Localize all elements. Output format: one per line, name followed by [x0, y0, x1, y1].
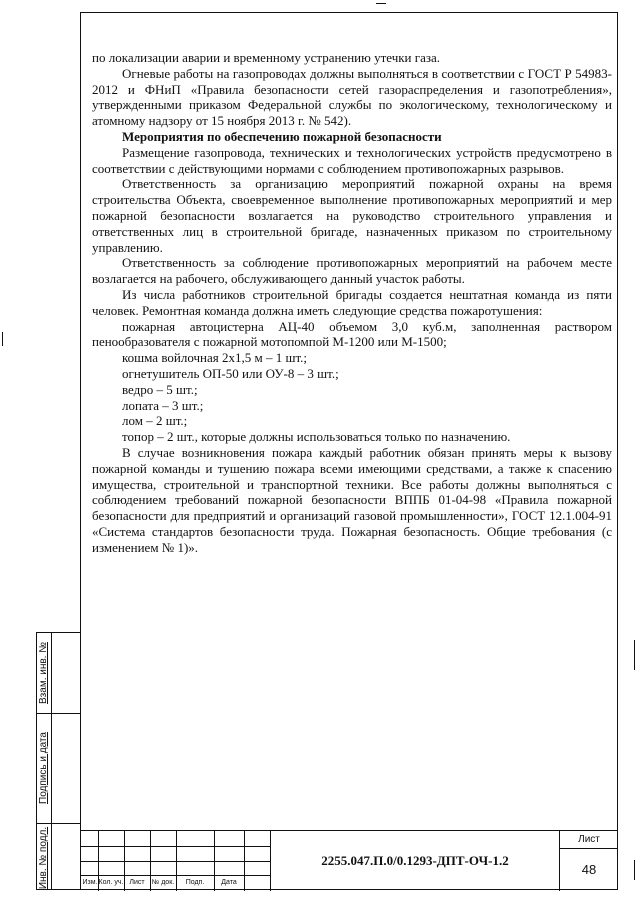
- stamp-label-list: Лист: [129, 879, 145, 886]
- paragraph: Ответственность за организацию мероприятий пожарной охраны на время строительства Объекта, своевременное выполнение противопожарных мероприятий и мер пожарной безопасности возлагается на руководство строительного управления и ответственных лиц в строительной бригаде, назначенных приказом по строительному управлению.: [92, 176, 612, 255]
- paragraph: Ответственность за соблюдение противопожарных мероприятий на рабочем месте возлагается на рабочего, обслуживающего данный участок работы.: [92, 255, 612, 287]
- paragraph: Из числа работников строительной бригады создается нештатная команда из пяти человек. Ремонтная команда должна иметь следующие средства пожаротушения:: [92, 286, 612, 318]
- document-body: [92, 50, 612, 556]
- revision-table-row-line: [80, 875, 270, 876]
- revision-table-row-line: [80, 861, 270, 862]
- revision-table-col-line: [244, 831, 245, 891]
- paragraph: В случае возникновения пожара каждый работник обязан принять меры к вызову пожарной команды и тушению пожара всеми имеющими средствами, а также к спасению имущества, строительной и транспортной техники. Все работы должны выполняться с соблюдением требований пожарной безопасности ВППБ 01-04-98 «Правила пожарной безопасности для предприятий и организаций газовой промышленности», ГОСТ 12.1.004-91 «Система стандартов безопасности труда. Пожарная безопасность. Общие требования (с изменением № 1)».: [92, 444, 612, 555]
- paragraph: Огневые работы на газопроводах должны выполняться в соответствии с ГОСТ Р 54983-2012 и ФНиП «Правила безопасности сетей газораспределения и газопотребления», утвержденными приказом Федеральной службы по экологическому, технологическому и атомному надзору от 15 ноября 2013 г. № 542).: [92, 65, 612, 129]
- document-code: 2255.047.П.0/0.1293-ДПТ-ОЧ-1.2: [270, 831, 560, 891]
- scan-mark: [376, 3, 386, 4]
- sheet-label: Лист: [560, 831, 618, 849]
- vzam-inv-label: Взам. инв. №: [38, 642, 49, 704]
- stamp-label-podp: Подп.: [185, 879, 205, 886]
- sheet-number: 48: [581, 862, 597, 877]
- title-block: [80, 830, 618, 890]
- stamp-label-izm: Изм.: [82, 879, 98, 886]
- scan-mark: [634, 640, 635, 670]
- scan-mark: [2, 332, 3, 346]
- stamp-label-kol-uch: Кол. уч.: [98, 879, 124, 886]
- stamp-label-data: Дата: [221, 879, 237, 886]
- list-item: лом – 2 шт.;: [122, 413, 188, 429]
- paragraph: Размещение газопровода, технических и технологических устройств предусмотрено в соответствии с действующими нормами с соблюдением противопожарных разрывов.: [92, 144, 612, 176]
- revision-table: [80, 831, 270, 891]
- scan-mark: [634, 860, 635, 880]
- stamp-label-doc-no: № док.: [151, 879, 175, 886]
- podpis-data-label: Подпись и дата: [38, 732, 49, 804]
- revision-table-row-line: [80, 846, 270, 847]
- inv-no-podl-label: Инв. № подл.: [38, 826, 49, 890]
- list-item: пожарная автоцистерна АЦ-40 объемом 3,0 куб.м, заполненная раствором пенообразователя с пожарной мотопомпой М-1200 или М-1500;: [92, 318, 612, 350]
- section-heading: Мероприятия по обеспечению пожарной безопасности: [122, 128, 442, 144]
- side-strip: [36, 632, 80, 890]
- list-item: огнетушитель ОП-50 или ОУ-8 – 3 шт.;: [122, 365, 339, 381]
- paragraph: по локализации аварии и временному устранению утечки газа.: [92, 50, 441, 65]
- list-item: топор – 2 шт., которые должны использоваться только по назначению.: [122, 429, 511, 445]
- sheet-number-box: [560, 831, 618, 891]
- list-item: лопата – 3 шт.;: [122, 397, 204, 413]
- list-item: ведро – 5 шт.;: [122, 381, 198, 397]
- list-item: кошма войлочная 2х1,5 м – 1 шт.;: [122, 350, 308, 366]
